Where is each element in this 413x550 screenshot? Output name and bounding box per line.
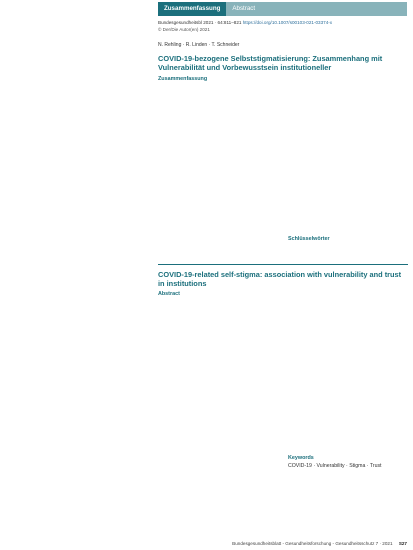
page-footer <box>232 541 407 546</box>
english-title: COVID-19-related self-stigma: association with vulnerability and trust in institutions <box>158 270 402 289</box>
english-keywords: COVID-19 · Vulnerability · Stigma · Trust <box>288 463 382 469</box>
keywords-heading: Keywords <box>288 455 314 461</box>
abstract-heading: Abstract <box>158 291 180 297</box>
doi-link[interactable]: https://doi.org/10.1007/s00103-021-03374-x <box>242 20 333 25</box>
german-title: COVID-19-bezogene Selbststigmatisierung: Zusammenhang mit Vulnerabilität und Vorbewusstsein institutioneller <box>158 54 383 73</box>
page-number: S27 <box>398 541 407 546</box>
section-tab-bar <box>158 2 407 16</box>
section-divider <box>158 264 408 265</box>
copyright-line: © Der/Die Autor(en) 2021 <box>158 27 210 32</box>
author-list: N. Rehling · R. Linden · T. Schneider <box>158 42 240 48</box>
zusammenfassung-heading: Zusammenfassung <box>158 76 208 82</box>
tab-abstract[interactable]: Abstract <box>226 2 407 16</box>
citation-prefix: Bundesgesundheitsbl 2021 · 64:811–821 <box>158 20 242 25</box>
citation-line <box>158 20 410 26</box>
footer-journal: Bundesgesundheitsblatt - Gesundheitsforschung - Gesundheitsschutz 7 · 2021 <box>232 541 393 546</box>
tab-zusammenfassung[interactable]: Zusammenfassung <box>158 2 226 16</box>
schluesselwoerter-heading: Schlüsselwörter <box>288 236 330 242</box>
